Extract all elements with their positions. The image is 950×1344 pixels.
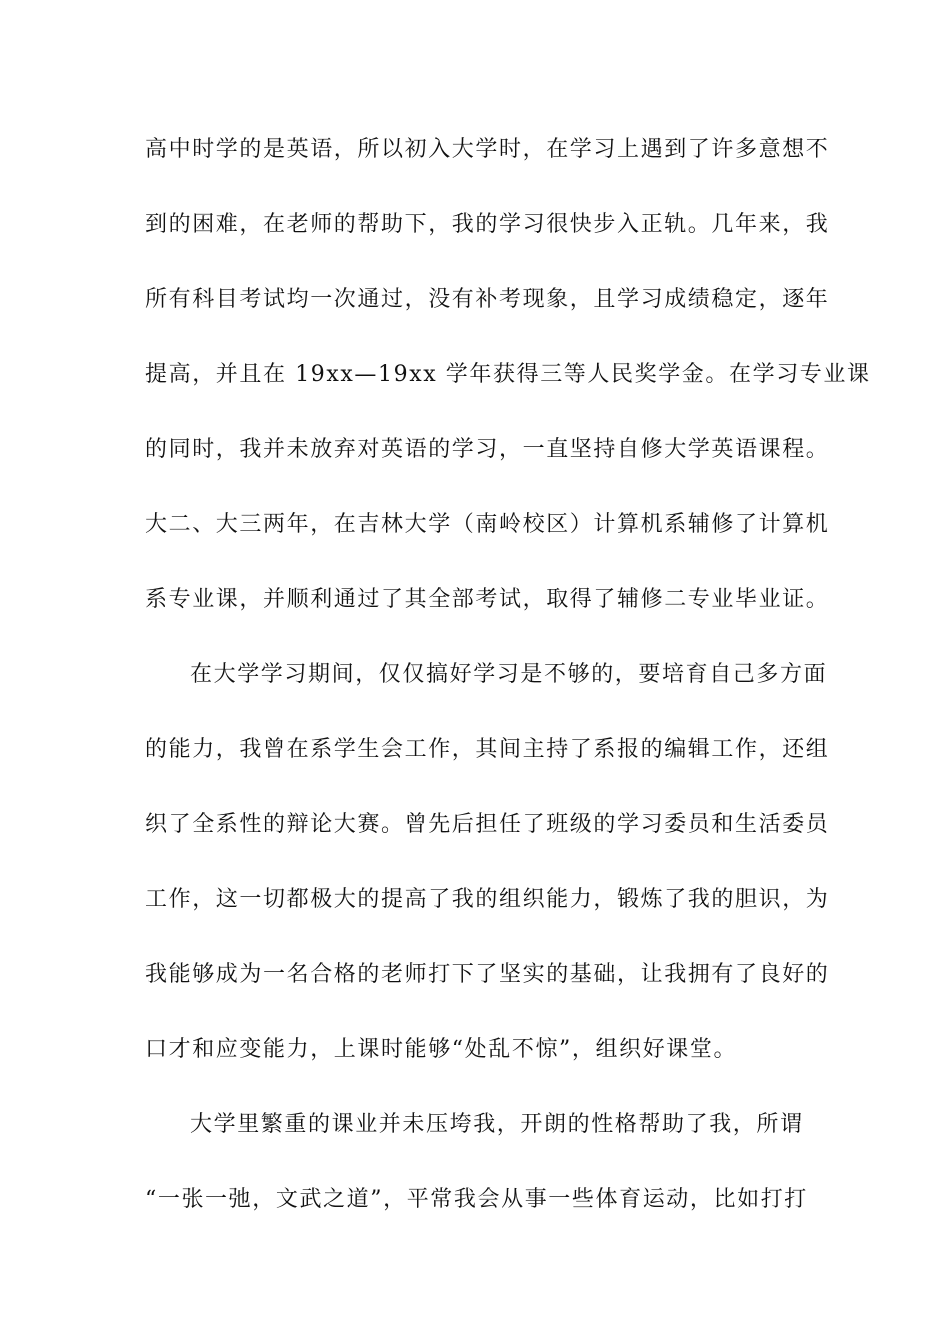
text-line: 我能够成为一名合格的老师打下了坚实的基础，让我拥有了良好的 (145, 962, 830, 987)
paragraph-start-line: 在大学学习期间，仅仅搞好学习是不够的，要培育自己多方面 (190, 662, 828, 687)
text-line: 工作，这一切都极大的提高了我的组织能力，锻炼了我的胆识，为 (145, 887, 830, 912)
text-line: 到的困难，在老师的帮助下，我的学习很快步入正轨。几年来，我 (145, 212, 830, 237)
paragraph-start-line: 大学里繁重的课业并未压垮我，开朗的性格帮助了我，所谓 (190, 1112, 804, 1137)
text-line: 口才和应变能力，上课时能够“处乱不惊”，组织好课堂。 (145, 1037, 738, 1062)
text-line: 所有科目考试均一次通过，没有补考现象，且学习成绩稳定，逐年 (145, 287, 830, 312)
text-line: 的能力，我曾在系学生会工作，其间主持了系报的编辑工作，还组 (145, 737, 830, 762)
text-line: 提高，并且在 19xx—19xx 学年获得三等人民奖学金。在学习专业课 (145, 362, 871, 387)
text-line: 织了全系性的辩论大赛。曾先后担任了班级的学习委员和生活委员 (145, 812, 830, 837)
text-line: 大二、大三两年，在吉林大学（南岭校区）计算机系辅修了计算机 (145, 512, 830, 537)
text-line: 的同时，我并未放弃对英语的学习，一直坚持自修大学英语课程。 (145, 437, 830, 462)
text-line: “一张一弛，文武之道”，平常我会从事一些体育运动，比如打打 (145, 1187, 808, 1212)
text-line: 系专业课，并顺利通过了其全部考试，取得了辅修二专业毕业证。 (145, 587, 830, 612)
text-line: 高中时学的是英语，所以初入大学时，在学习上遇到了许多意想不 (145, 137, 830, 162)
